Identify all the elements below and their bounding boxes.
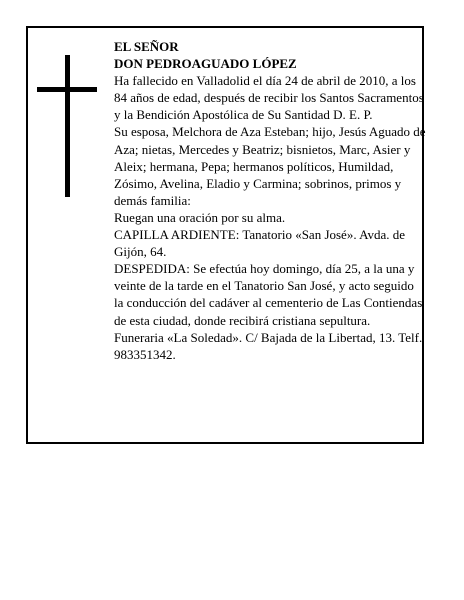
family-list: Su esposa, Melchora de Aza Esteban; hijo, Jesús Aguado de Aza; nietas, Mercedes y Beatriz; bisnietos, Marc, Asier y Aleix; hermana, Pepa; hermanos políticos, Humildad, Zósimo, Avelina, Eladio y Carmina; sobrinos, primos y demás familia: [114, 124, 426, 208]
notice-text [114, 38, 426, 363]
notice-title-honorific: EL SEÑOR [114, 39, 179, 54]
funeral-home-info: Funeraria «La Soledad». C/ Bajada de la Libertad, 13. Telf. 983351342. [114, 329, 423, 362]
cross-vertical-bar [65, 55, 70, 197]
death-announcement: Ha fallecido en Valladolid el día 24 de abril de 2010, a los 84 años de edad, después de recibir los Santos Sacramentos y la Bendición Apostólica de Su Santidad D. E. P. [114, 73, 424, 123]
chapel-info: CAPILLA ARDIENTE: Tanatorio «San José». Avda. de Gijón, 64. [114, 227, 406, 260]
notice-title-name: DON PEDROAGUADO LÓPEZ [114, 56, 297, 72]
farewell-info: DESPEDIDA: Se efectúa hoy domingo, día 25, a la una y veinte de la tarde en el Tanatorio San José, y acto seguido la conducción del cadáver al cementerio de Las Contiendas de esta ciudad, donde recibirá cristiana sepultura. [114, 261, 423, 328]
cross-horizontal-bar [37, 87, 97, 92]
prayer-request: Ruegan una oración por su alma. [114, 209, 286, 225]
cross-icon [37, 55, 97, 197]
